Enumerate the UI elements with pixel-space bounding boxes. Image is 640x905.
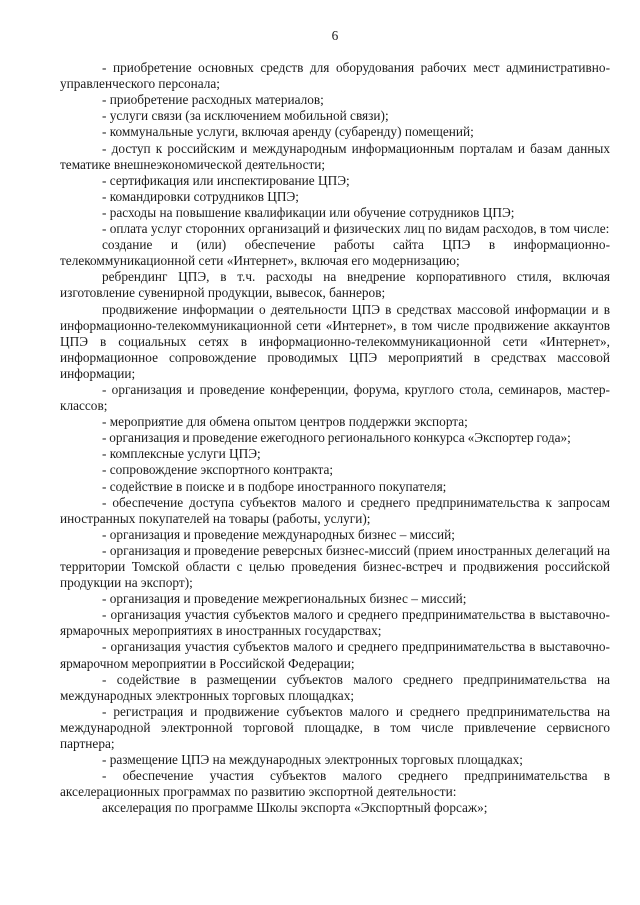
paragraph: - приобретение основных средств для оборудования рабочих мест административно-управленческого персонала; (60, 60, 610, 92)
paragraph: - комплексные услуги ЦПЭ; (102, 446, 261, 462)
paragraph: - командировки сотрудников ЦПЭ; (102, 188, 299, 204)
paragraph: ребрендинг ЦПЭ, в т.ч. расходы на внедрение корпоративного стиля, включая изготовление сувенирной продукции, вывесок, баннеров; (60, 269, 610, 301)
paragraph: - сопровождение экспортного контракта; (102, 462, 334, 478)
paragraph: создание и (или) обеспечение работы сайта ЦПЭ в информационно-телекоммуникационной сети «Интернет», включая его модернизацию; (60, 237, 610, 269)
paragraph: - размещение ЦПЭ на международных электронных торговых площадках; (102, 752, 523, 768)
document-page (60, 28, 610, 817)
paragraph: - мероприятие для обмена опытом центров поддержки экспорта; (102, 414, 468, 430)
paragraph: - организация и проведение межрегиональных бизнес – миссий; (102, 591, 467, 607)
paragraph: - обеспечение участия субъектов малого среднего предпринимательства в акселерационных программах по развитию экспортной деятельности: (60, 768, 610, 800)
paragraph: - содействие в поиске и в подборе иностранного покупателя; (102, 478, 447, 494)
paragraph: - расходы на повышение квалификации или обучение сотрудников ЦПЭ; (102, 204, 515, 220)
paragraph: - организация и проведение международных бизнес – миссий; (102, 526, 455, 542)
paragraph: - организация и проведение конференции, форума, круглого стола, семинаров, мастер-классов; (60, 381, 610, 414)
paragraph: - оплата услуг сторонних организаций и физических лиц по видам расходов, в том числе: (102, 221, 610, 237)
paragraph: - организация и проведение реверсных бизнес-миссий (прием иностранных делегаций на территории Томской области с целью проведения бизнес-встреч и продвижения российской продукции на экспорт); (60, 542, 610, 591)
paragraph: - приобретение расходных материалов; (102, 92, 324, 108)
paragraph: - услуги связи (за исключением мобильной связи); (102, 108, 389, 124)
paragraph: - организация и проведение ежегодного регионального конкурса «Экспортер года»; (102, 430, 571, 446)
paragraph: - коммунальные услуги, включая аренду (субаренду) помещений; (102, 124, 474, 140)
paragraph: - содействие в размещении субъектов малого среднего предпринимательства на международных электронных торговых площадках; (60, 671, 610, 703)
paragraph: - организация участия субъектов малого и среднего предпринимательства в выставочно-ярмарочных мероприятиях в иностранных государствах; (60, 607, 610, 639)
paragraph: - обеспечение доступа субъектов малого и среднего предпринимательства к запросам иностранных покупателей на товары (работы, услуги); (60, 494, 610, 526)
paragraph: - регистрация и продвижение субъектов малого и среднего предпринимательства на международной электронной торговой площадке, в том числе привлечение сервисного партнера; (60, 703, 610, 752)
paragraph: - доступ к российским и международным информационным порталам и базам данных тематике внешнеэкономической деятельности; (60, 140, 610, 172)
paragraph: продвижение информации о деятельности ЦПЭ в средствах массовой информации и в информационно-телекоммуникационной сети «Интернет», в том числе продвижение аккаунтов ЦПЭ в социальных сетях в информационно-телекоммуникационной сети «Интернет», информационное сопровождение проводимых ЦПЭ мероприятий в средствах массовой информации; (60, 301, 610, 381)
page-number: 6 (331, 28, 339, 43)
paragraph: - организация участия субъектов малого и среднего предпринимательства в выставочно-ярмарочном мероприятии в Российской Федерации; (60, 639, 610, 671)
paragraph: - сертификация или инспектирование ЦПЭ; (102, 172, 350, 188)
paragraph: акселерация по программе Школы экспорта «Экспортный форсаж»; (102, 800, 488, 816)
